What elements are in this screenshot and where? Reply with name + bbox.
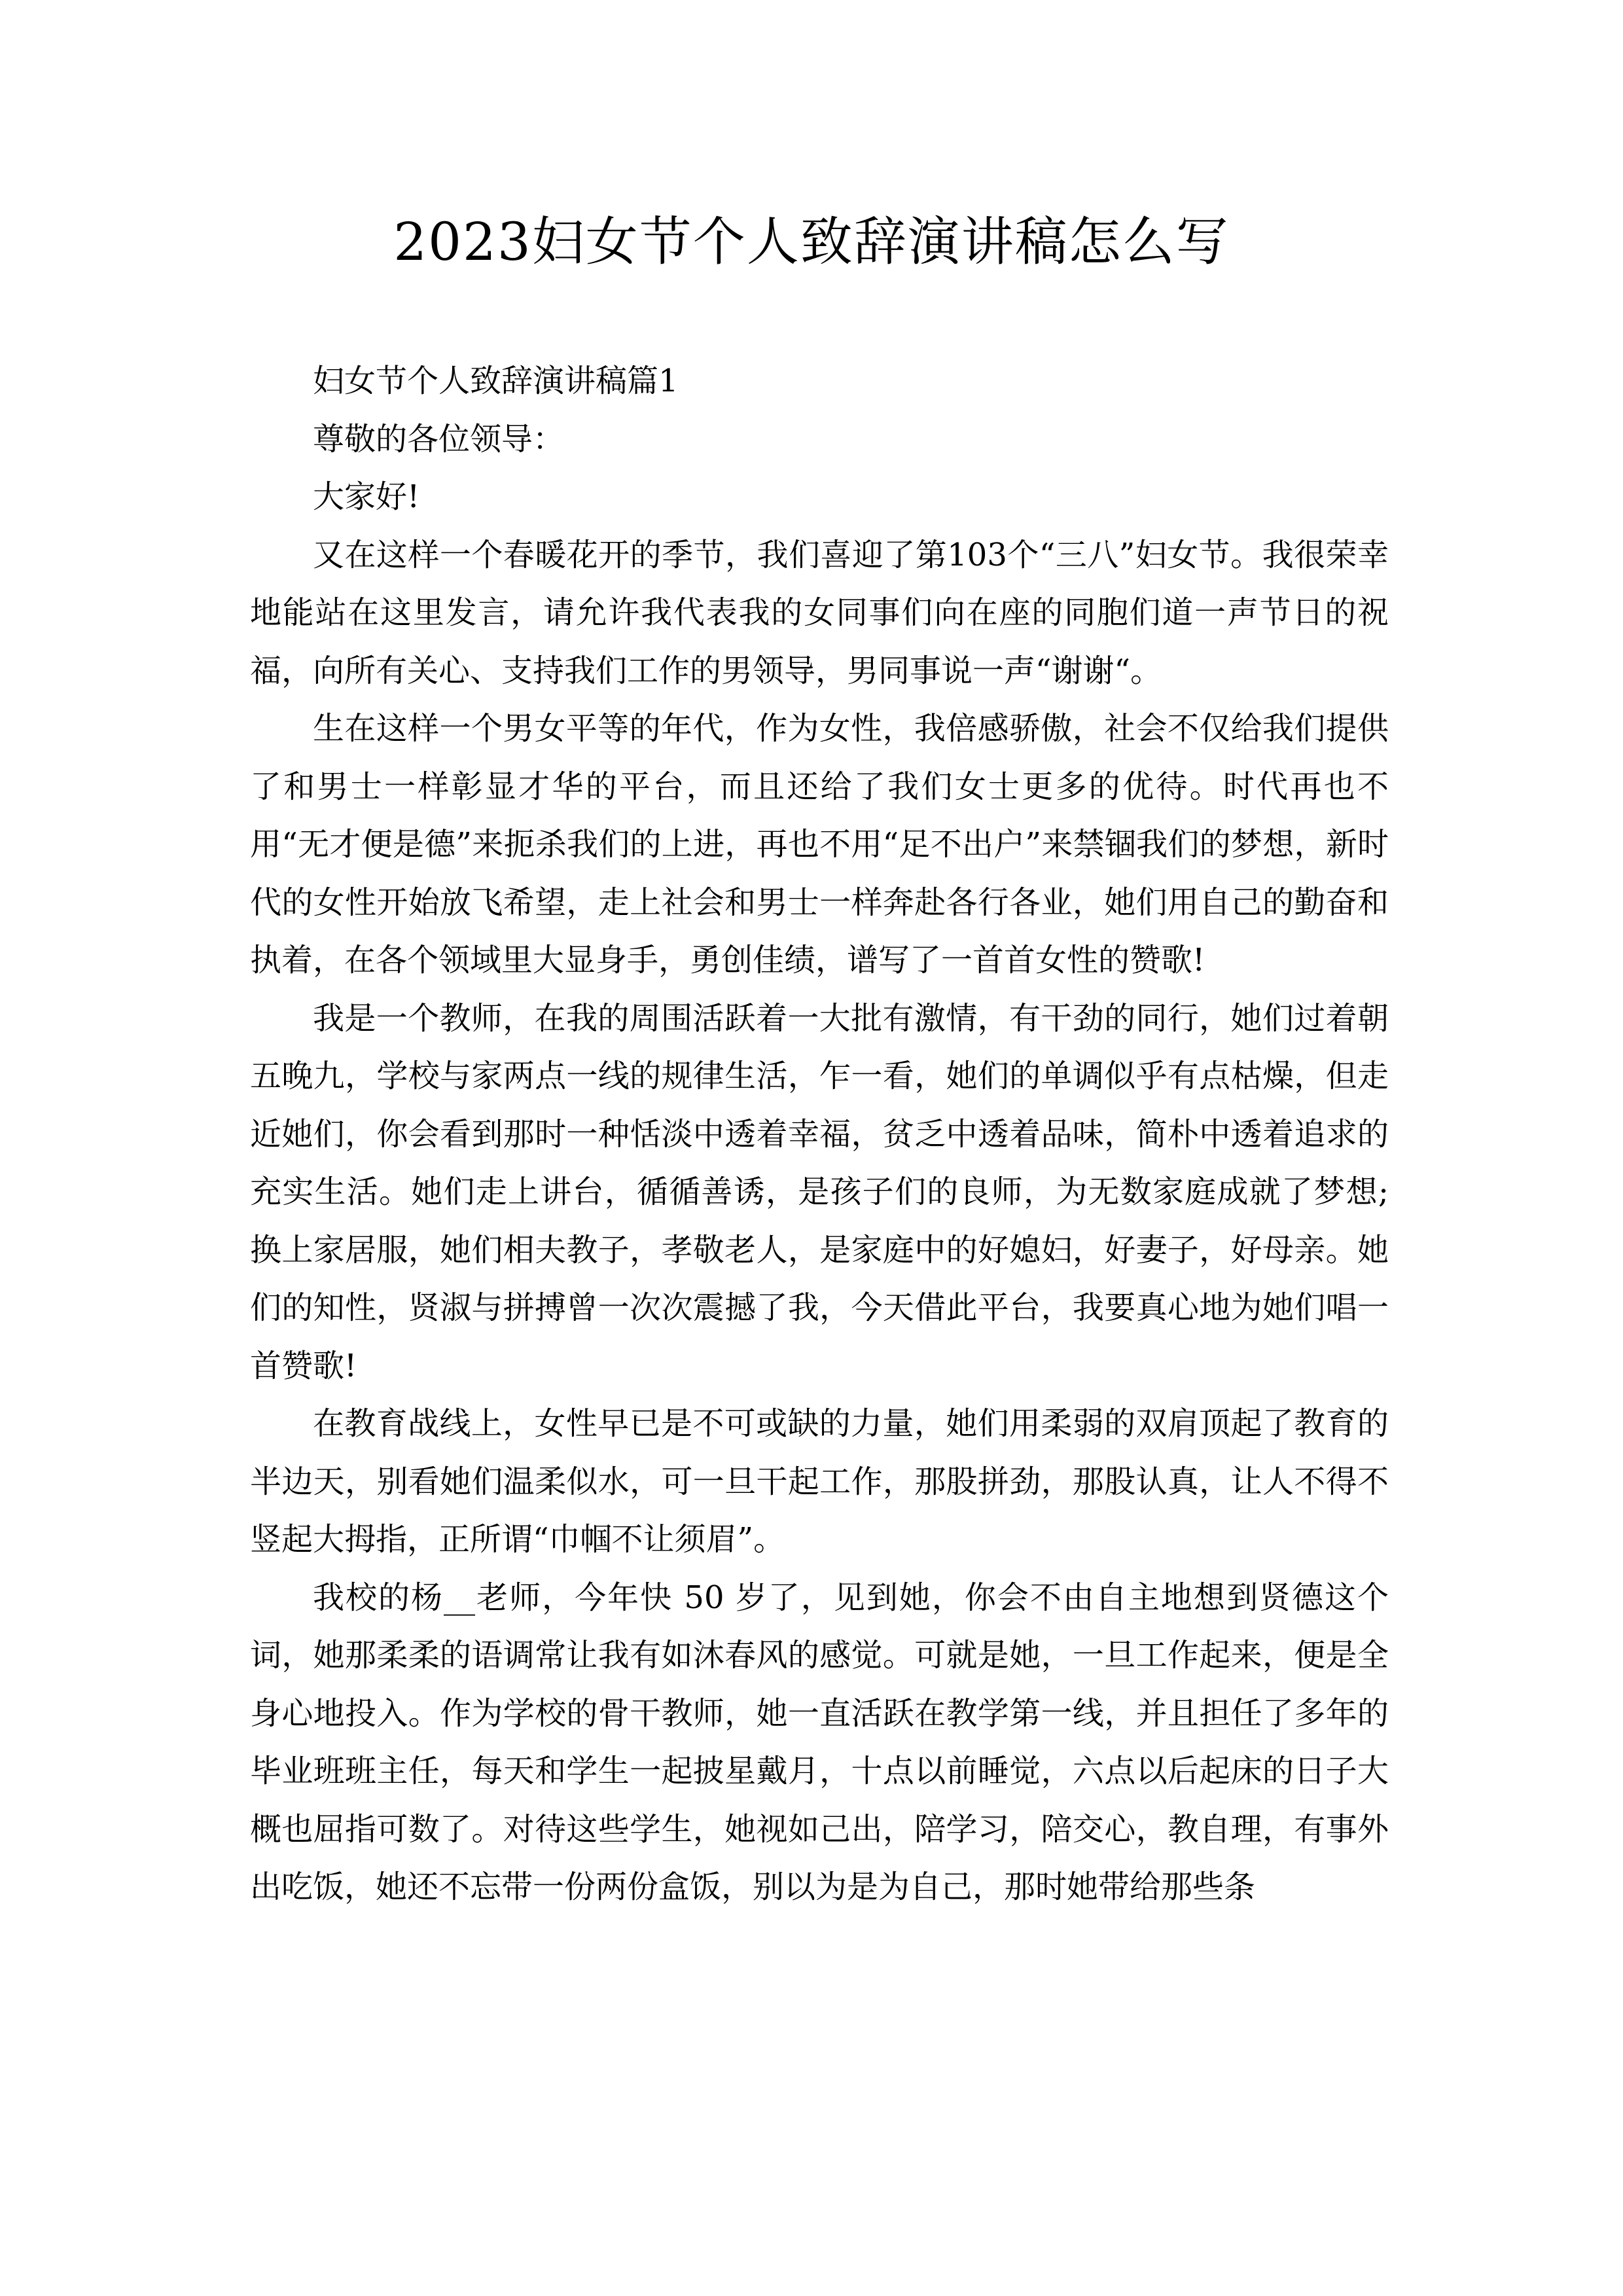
document-title: 2023妇女节个人致辞演讲稿怎么写 (393, 211, 1230, 272)
document-body (250, 352, 1389, 1916)
section-heading: 妇女节个人致辞演讲稿篇1 (313, 363, 679, 399)
salutation: 尊敬的各位领导： (313, 420, 565, 457)
paragraph: 我是一个教师，在我的周围活跃着一大批有激情，有干劲的同行，她们过着朝五晚九，学校与家两点一线的规律生活，乍一看，她们的单调似乎有点枯燥，但走近她们，你会看到那时一种恬淡中透着幸福，贫乏中透着品味，简朴中透着追求的充实生活。她们走上讲台，循循善诱，是孩子们的良师，为无数家庭成就了梦想;换上家居服，她们相夫教子，孝敬老人，是家庭中的好媳妇，好妻子，好母亲。她们的知性，贤淑与拼搏曾一次次震撼了我，今天借此平台，我要真心地为她们唱一首赞歌! (250, 999, 1389, 1384)
paragraph: 我校的杨__老师，今年快 50 岁了，见到她，你会不由自主地想到贤德这个词，她那柔柔的语调常让我有如沐春风的感觉。可就是她，一旦工作起来，便是全身心地投入。作为学校的骨干教师，她一直活跃在教学第一线，并且担任了多年的毕业班班主任，每天和学生一起披星戴月，十点以前睡觉，六点以后起床的日子大概也屈指可数了。对待这些学生，她视如己出，陪学习，陪交心，教自理，有事外出吃饭，她还不忘带一份两份盒饭，别以为是为自己，那时她带给那些条 (250, 1579, 1389, 1905)
greeting: 大家好! (313, 478, 420, 515)
paragraph: 生在这样一个男女平等的年代，作为女性，我倍感骄傲，社会不仅给我们提供了和男士一样彰显才华的平台，而且还给了我们女士更多的优待。时代再也不用“无才便是德”来扼杀我们的上进，再也不用“足不出户”来禁锢我们的梦想，新时代的女性开始放飞希望，走上社会和男士一样奔赴各行各业，她们用自己的勤奋和执着，在各个领域里大显身手，勇创佳绩，谱写了一首首女性的赞歌! (250, 710, 1389, 978)
paragraph: 在教育战线上，女性早已是不可或缺的力量，她们用柔弱的双肩顶起了教育的半边天，别看她们温柔似水，可一旦干起工作，那股拼劲，那股认真，让人不得不竖起大拇指，正所谓“巾帼不让须眉”。 (250, 1405, 1389, 1558)
paragraph: 又在这样一个春暖花开的季节，我们喜迎了第103个“三八”妇女节。我很荣幸地能站在这里发言，请允许我代表我的女同事们向在座的同胞们道一声节日的祝福，向所有关心、支持我们工作的男领导，男同事说一声“谢谢“。 (250, 536, 1389, 689)
